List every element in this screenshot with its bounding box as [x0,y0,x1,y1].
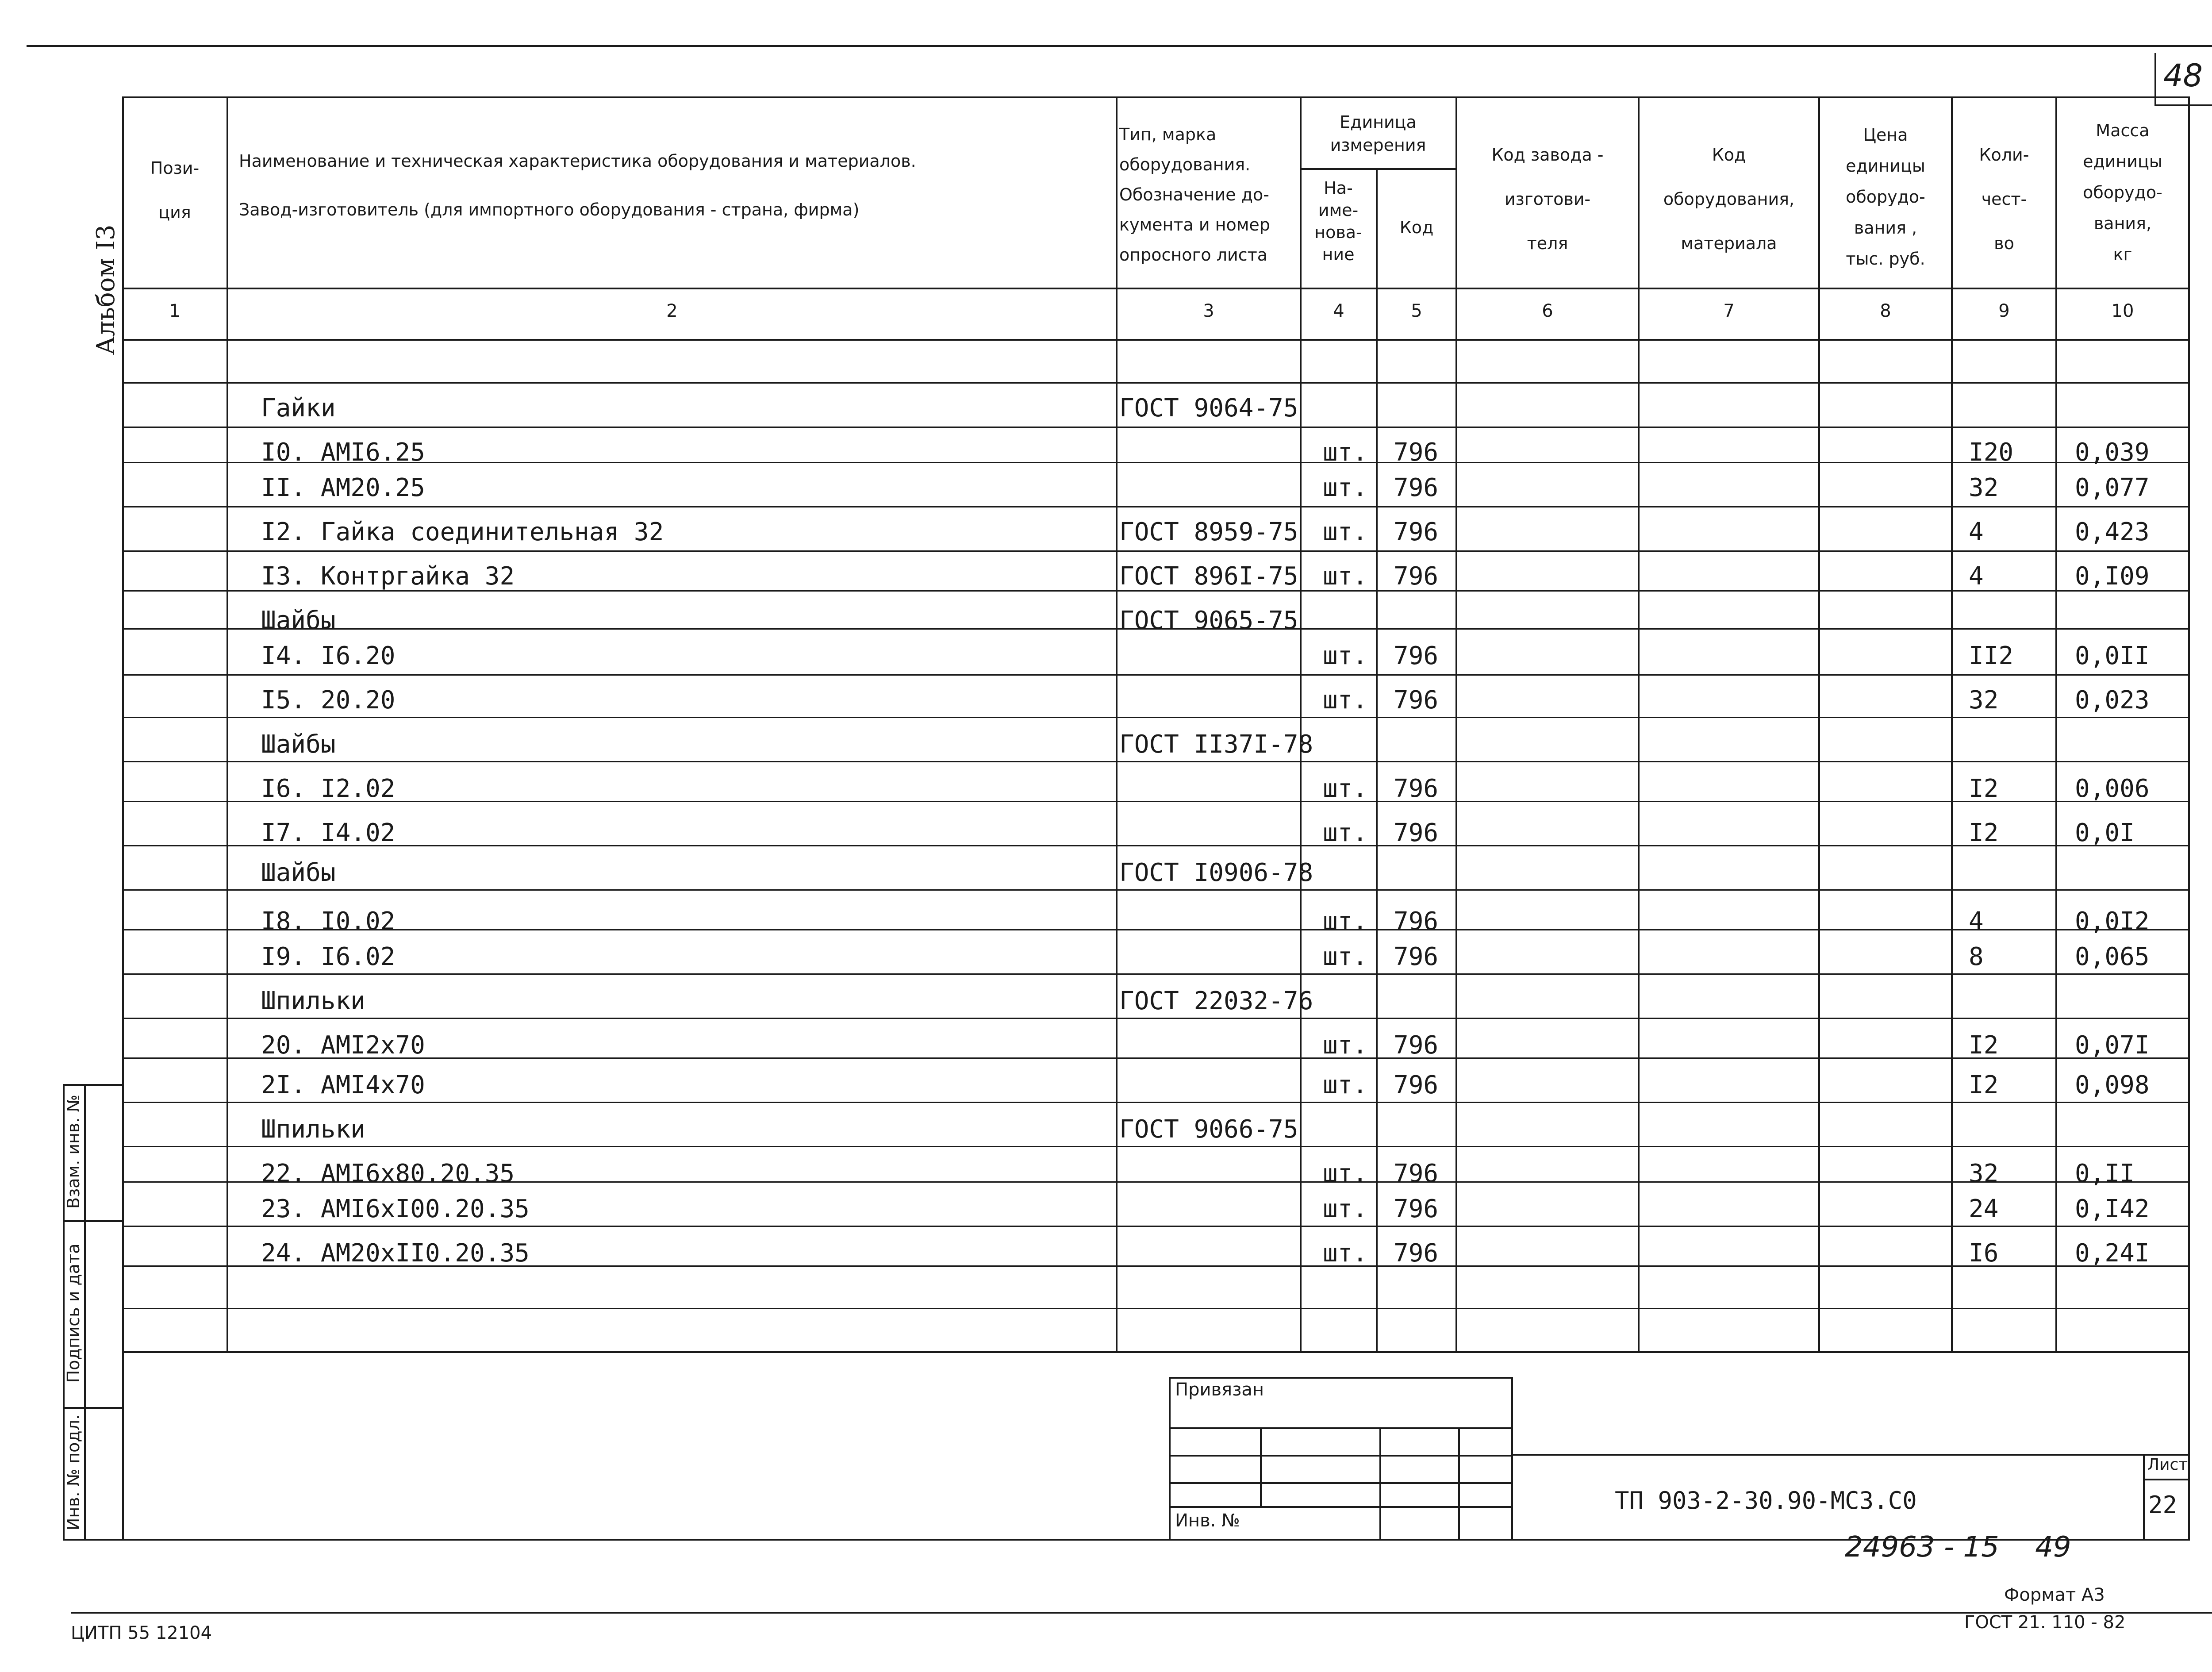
row-line [122,801,2190,802]
colnum-7: 7 [1723,301,1735,321]
row-mass: 0,023 [2075,686,2150,715]
row-mass: 0,423 [2075,518,2150,546]
row-code: 796 [1394,774,1439,803]
row-unit: шт. [1323,942,1368,971]
side-stamp-mid [84,1084,86,1541]
row-qty: 32 [1969,1159,1999,1188]
row-code: 796 [1394,438,1439,467]
row-code: 796 [1394,473,1439,502]
row-mass: 0,24I [2075,1239,2150,1268]
privyazan-label: Привязан [1175,1380,1264,1400]
header-top-line [122,96,2190,98]
row-unit: шт. [1323,642,1368,670]
row-code: 796 [1394,1195,1439,1223]
colnum-10: 10 [2111,301,2134,321]
row-name: I2. Гайка соединительная 32 [261,518,664,546]
row-name: Шайбы [261,730,336,759]
row-mass: 0,I09 [2075,562,2150,591]
designation-top-line [1511,1454,2190,1456]
row-doc: ГОСТ 9064-75 [1119,394,1298,423]
sheet-number: 22 [2148,1491,2177,1519]
row-line [122,1018,2190,1019]
row-mass: 0,098 [2075,1071,2150,1099]
album-label: Альбом I3 [92,224,120,355]
row-qty: I20 [1969,438,2014,467]
col-sep-3 [1300,96,1302,1353]
row-mass: 0,077 [2075,473,2150,502]
row-name: 2I. AMI4x70 [261,1071,425,1099]
row-name: 23. AMI6xI00.20.35 [261,1195,530,1223]
col-sep-8 [1951,96,1953,1353]
side-stamp-inv-podl: Инв. № подл. [64,1414,83,1531]
privyazan-right [1511,1377,1513,1541]
row-mass: 0,006 [2075,774,2150,803]
row-code: 796 [1394,1159,1439,1188]
row-qty: I2 [1969,774,1999,803]
row-name: I6. I2.02 [261,774,396,803]
privyazan-line1 [1169,1427,1512,1429]
header-quantity: Коли- чест- во [1979,145,2029,253]
row-line [122,382,2190,384]
row-line [122,550,2190,552]
row-unit: шт. [1323,686,1368,715]
col-sep-5 [1455,96,1457,1353]
row-name: Шпильки [261,1115,366,1144]
header-unit: Единица измерения [1330,112,1426,155]
inv-no-label: Инв. № [1175,1511,1240,1531]
colnum-8: 8 [1880,301,1891,321]
privyazan-top [1169,1377,1512,1379]
privyazan-line3 [1169,1482,1512,1484]
row-code: 796 [1394,819,1439,847]
header-type: Тип, марка оборудования. Обозначение до- кумента и номер опросного листа [1119,125,1270,265]
row-name: I4. I6.20 [261,642,396,670]
header-mass: Масса единицы оборудо- вания, кг [2083,121,2162,264]
row-name: Гайки [261,394,336,423]
row-unit: шт. [1323,473,1368,502]
row-code: 796 [1394,518,1439,546]
row-line [122,973,2190,975]
privyazan-line2 [1169,1455,1512,1457]
row-qty: 4 [1969,562,1984,591]
row-unit: шт. [1323,774,1368,803]
row-name: II. AM20.25 [261,473,425,502]
row-mass: 0,0II [2075,642,2150,670]
row-name: 24. AM20xII0.20.35 [261,1239,530,1268]
colnum-3: 3 [1203,301,1214,321]
colnum-bottom-line [122,339,2190,341]
row-mass: 0,II [2075,1159,2135,1188]
row-code: 796 [1394,942,1439,971]
page-number-box-left [2154,53,2156,106]
row-doc: ГОСТ 896I-75 [1119,562,1298,591]
row-unit: шт. [1323,907,1368,936]
row-doc: ГОСТ 9066-75 [1119,1115,1298,1144]
row-line [122,1057,2190,1059]
sheet-box-sep [2143,1479,2190,1480]
row-line [122,717,2190,718]
handwritten-number: 24963 - 15 49 [1845,1531,2071,1564]
row-line [122,462,2190,463]
row-qty: 4 [1969,518,1984,546]
colnum-6: 6 [1542,301,1553,321]
row-code: 796 [1394,562,1439,591]
colnum-5: 5 [1411,301,1422,321]
colnum-1: 1 [169,301,180,321]
col-sep-4 [1376,168,1378,1353]
gost-label: ГОСТ 21. 110 - 82 [1964,1612,2126,1633]
col-sep-6 [1638,96,1640,1353]
row-name: I9. I6.02 [261,942,396,971]
row-line [122,1102,2190,1103]
side-stamp-podpis: Подпись и дата [64,1243,83,1383]
privyazan-col3 [1458,1427,1460,1541]
row-line [122,889,2190,891]
header-position: Пози- ция [150,158,200,222]
row-qty: 32 [1969,473,1999,502]
row-doc: ГОСТ 9065-75 [1119,606,1298,635]
page-number-box-bottom [2154,104,2212,106]
row-unit: шт. [1323,1239,1368,1268]
row-line [122,506,2190,507]
row-code: 796 [1394,1071,1439,1099]
row-name: I7. I4.02 [261,819,396,847]
row-line [122,427,2190,428]
header-bottom-line [122,288,2190,289]
row-line [122,929,2190,930]
header-name-line2: Завод-изготовитель (для импортного оборудования - страна, фирма) [239,200,860,219]
row-code: 796 [1394,1239,1439,1268]
outer-bottom-line [71,1612,2212,1614]
row-mass: 0,I42 [2075,1195,2150,1223]
side-stamp-vzam: Взам. инв. № [64,1095,83,1209]
row-line [122,674,2190,676]
row-qty: 8 [1969,942,1984,971]
row-qty: 32 [1969,686,1999,715]
row-name: 20. AMI2x70 [261,1031,425,1060]
privyazan-col2 [1379,1427,1381,1541]
row-qty: II2 [1969,642,2014,670]
header-plant-code: Код завода - изготови- теля [1491,145,1604,253]
row-line [122,1146,2190,1147]
col-sep-7 [1818,96,1820,1353]
row-mass: 0,065 [2075,942,2150,971]
colnum-4: 4 [1333,301,1344,321]
row-code: 796 [1394,907,1439,936]
row-name: I5. 20.20 [261,686,396,715]
header-unit-code: Код [1399,218,1434,237]
unit-subheader-line [1300,168,1455,170]
format-label: Формат А3 [2004,1585,2105,1605]
row-name: 22. AMI6x80.20.35 [261,1159,515,1188]
top-border-line [27,45,2212,47]
row-qty: I6 [1969,1239,1999,1268]
sheet-label: Лист [2147,1456,2188,1474]
row-unit: шт. [1323,1071,1368,1099]
row-name: Шпильки [261,987,366,1015]
row-qty: I2 [1969,819,1999,847]
page-number: 48 [2163,58,2203,94]
row-mass: 0,0I [2075,819,2135,847]
row-line [122,1226,2190,1227]
row-mass: 0,07I [2075,1031,2150,1060]
row-unit: шт. [1323,1195,1368,1223]
colnum-9: 9 [1998,301,2010,321]
row-qty: 24 [1969,1195,1999,1223]
sheet-box-left [2143,1454,2145,1541]
row-code: 796 [1394,686,1439,715]
col-sep-2 [1116,96,1118,1353]
table-bottom-line [122,1351,2190,1353]
row-qty: 4 [1969,907,1984,936]
privyazan-left [1169,1377,1171,1541]
row-name: Шайбы [261,858,336,887]
row-line [122,845,2190,846]
privyazan-col1 [1260,1427,1262,1506]
designation: ТП 903-2-30.90-МС3.С0 [1615,1487,1917,1514]
row-doc: ГОСТ 8959-75 [1119,518,1298,546]
row-doc: ГОСТ I0906-78 [1119,858,1313,887]
row-unit: шт. [1323,518,1368,546]
row-name: I0. AMI6.25 [261,438,425,467]
row-unit: шт. [1323,819,1368,847]
row-mass: 0,039 [2075,438,2150,467]
row-name: Шайбы [261,606,336,635]
row-mass: 0,0I2 [2075,907,2150,936]
row-qty: I2 [1969,1071,1999,1099]
row-name: I3. Контргайка 32 [261,562,515,591]
row-qty: I2 [1969,1031,1999,1060]
colnum-2: 2 [666,301,678,321]
header-name-line1: Наименование и техническая характеристика оборудования и материалов. [239,151,916,171]
col-sep-9 [2055,96,2057,1353]
row-unit: шт. [1323,562,1368,591]
row-line [122,761,2190,762]
privyazan-line4 [1169,1506,1512,1508]
frame-right [2188,96,2190,1541]
row-code: 796 [1394,1031,1439,1060]
ciitp-label: ЦИТП 55 12104 [71,1623,212,1643]
header-equipment-code: Код оборудования, материала [1663,145,1795,253]
row-unit: шт. [1323,1031,1368,1060]
row-unit: шт. [1323,438,1368,467]
header-price: Цена единицы оборудо- вания , тыс. руб. [1846,125,1925,269]
row-name: I8. I0.02 [261,907,396,936]
col-sep-1 [227,96,228,1353]
row-doc: ГОСТ 22032-76 [1119,987,1313,1015]
row-line [122,1308,2190,1309]
row-code: 796 [1394,642,1439,670]
row-doc: ГОСТ II37I-78 [1119,730,1313,759]
row-unit: шт. [1323,1159,1368,1188]
header-unit-name: На- име- нова- ние [1314,178,1362,264]
